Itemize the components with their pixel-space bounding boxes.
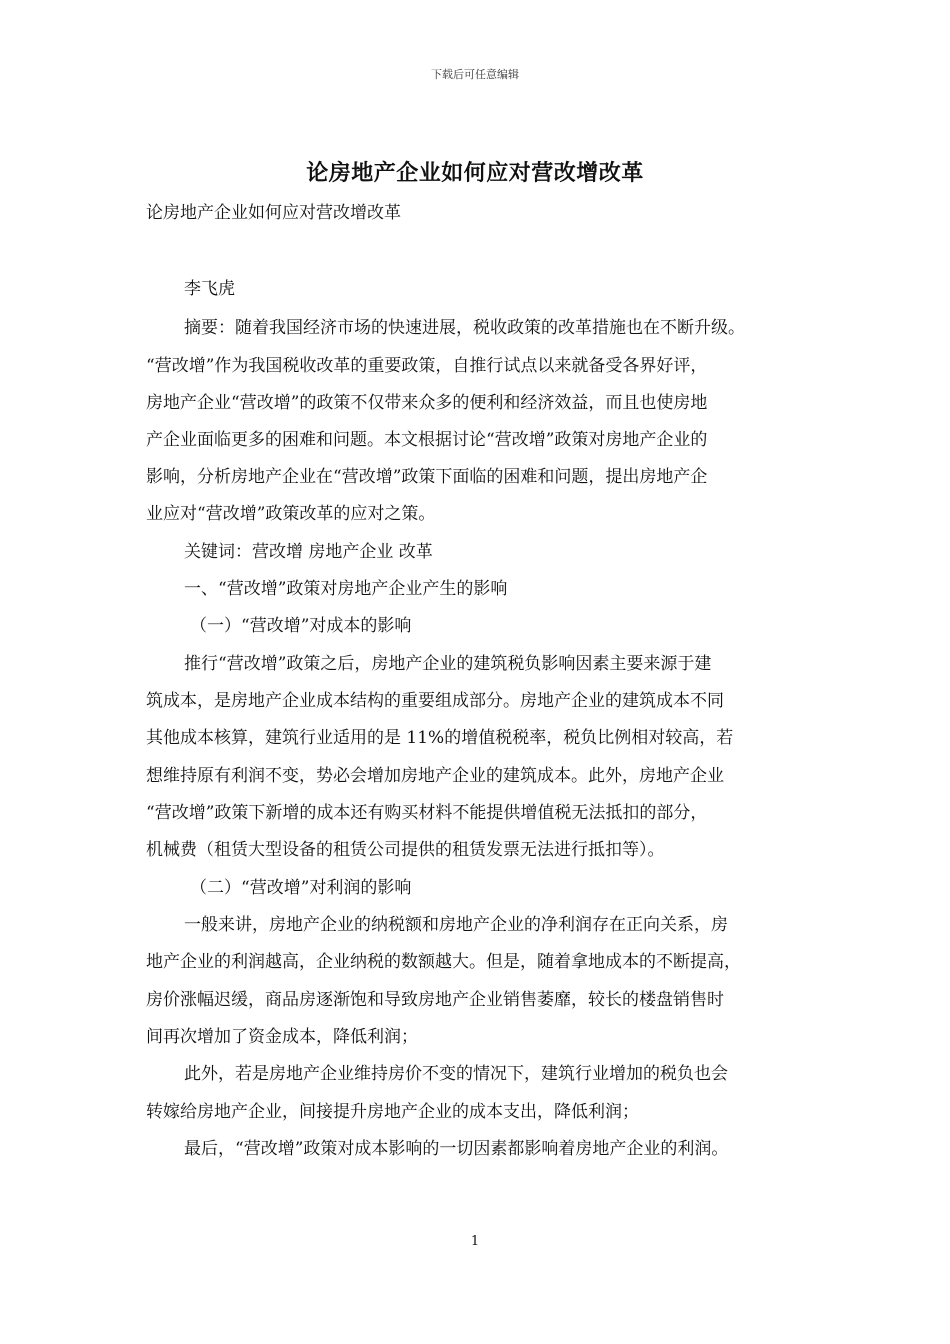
abstract-line: “营改增”作为我国税收改革的重要政策，自推行试点以来就备受各界好评， [146,356,708,376]
paragraph-line: 房价涨幅迟缓，商品房逐渐饱和导致房地产企业销售萎靡，较长的楼盘销售时 [146,990,724,1010]
abstract-line: 业应对“营改增”政策改革的应对之策。 [146,504,436,524]
paragraph-line: 筑成本，是房地产企业成本结构的重要组成部分。房地产企业的建筑成本不同 [146,691,724,711]
paragraph-line: 地产企业的利润越高，企业纳税的数额越大。但是，随着拿地成本的不断提高， [146,952,741,972]
subsection-heading: （二）“营改增”对利润的影响 [190,878,412,898]
paragraph-line: 机械费（租赁大型设备的租赁公司提供的租赁发票无法进行抵扣等）。 [146,840,665,860]
page-header-note: 下载后可任意编辑 [431,68,519,81]
paragraph-line: 想维持原有利润不变，势必会增加房地产企业的建筑成本。此外，房地产企业 [146,766,724,786]
paragraph-line: 其他成本核算，建筑行业适用的是 11%的增值税税率，税负比例相对较高，若 [146,728,734,748]
paragraph-line: 一般来讲，房地产企业的纳税额和房地产企业的净利润存在正向关系，房 [184,915,728,935]
paragraph-line: 间再次增加了资金成本，降低利润； [146,1027,418,1047]
keywords-line: 关键词：营改增 房地产企业 改革 [184,542,433,562]
abstract-line: 影响，分析房地产企业在“营改增”政策下面临的困难和问题，提出房地产企 [146,467,708,487]
abstract-line: 产企业面临更多的困难和问题。本文根据讨论“营改增”政策对房地产企业的 [146,430,708,450]
paragraph-line: 最后，“营改增”政策对成本影响的一切因素都影响着房地产企业的利润。 [184,1139,729,1159]
page-number: 1 [470,1234,480,1249]
paragraph-line: 推行“营改增”政策之后，房地产企业的建筑税负影响因素主要来源于建 [184,654,712,674]
subtitle-line: 论房地产企业如何应对营改增改革 [146,203,401,223]
paragraph-line: 转嫁给房地产企业，间接提升房地产企业的成本支出，降低利润； [146,1102,639,1122]
document-title: 论房地产企业如何应对营改增改革 [306,160,644,186]
section-heading: 一、“营改增”政策对房地产企业产生的影响 [184,579,508,599]
abstract-line: 摘要：随着我国经济市场的快速进展，税收政策的改革措施也在不断升级。 [184,318,745,338]
paragraph-line: “营改增”政策下新增的成本还有购买材料不能提供增值税无法抵扣的部分， [146,803,708,823]
subsection-heading: （一）“营改增”对成本的影响 [190,616,412,636]
paragraph-line: 此外，若是房地产企业维持房价不变的情况下，建筑行业增加的税负也会 [184,1064,728,1084]
abstract-line: 房地产企业“营改增”的政策不仅带来众多的便利和经济效益，而且也使房地 [146,393,708,413]
author-line: 李飞虎 [184,279,235,299]
